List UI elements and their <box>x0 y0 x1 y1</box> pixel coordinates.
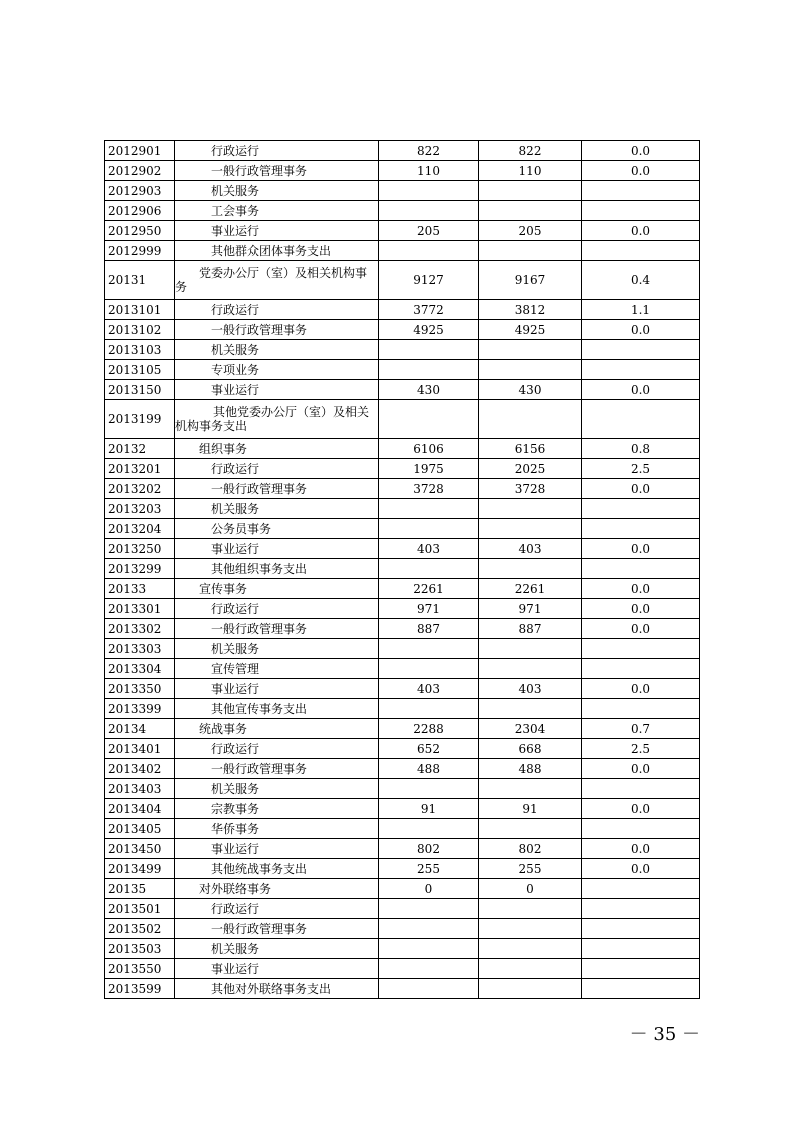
value-col-2: 430 <box>479 380 582 400</box>
table-row <box>105 859 700 879</box>
value-col-1 <box>379 699 479 719</box>
subject-name: 机关服务 <box>175 340 379 360</box>
subject-name: 事业运行 <box>175 539 379 559</box>
subject-name: 机关服务 <box>175 639 379 659</box>
value-col-2 <box>479 899 582 919</box>
subject-code: 2013203 <box>105 499 175 519</box>
value-col-2: 205 <box>479 221 582 241</box>
value-col-3: 0.4 <box>582 261 700 300</box>
table-row <box>105 380 700 400</box>
value-col-2: 9167 <box>479 261 582 300</box>
subject-code: 2013202 <box>105 479 175 499</box>
value-col-3: 0.0 <box>582 679 700 699</box>
value-col-1: 971 <box>379 599 479 619</box>
value-col-2 <box>479 340 582 360</box>
value-col-2: 971 <box>479 599 582 619</box>
subject-code: 20133 <box>105 579 175 599</box>
subject-code: 2013101 <box>105 300 175 320</box>
table-row <box>105 959 700 979</box>
table-row <box>105 201 700 221</box>
value-col-2: 668 <box>479 739 582 759</box>
value-col-1: 430 <box>379 380 479 400</box>
table-row <box>105 221 700 241</box>
subject-name: 宣传管理 <box>175 659 379 679</box>
value-col-2 <box>479 979 582 999</box>
subject-name: 宣传事务 <box>175 579 379 599</box>
table-row <box>105 439 700 459</box>
table-row <box>105 241 700 261</box>
value-col-1: 3772 <box>379 300 479 320</box>
value-col-1: 822 <box>379 141 479 161</box>
value-col-3: 0.0 <box>582 799 700 819</box>
subject-code: 2013304 <box>105 659 175 679</box>
value-col-3 <box>582 241 700 261</box>
value-col-3 <box>582 559 700 579</box>
subject-code: 2013401 <box>105 739 175 759</box>
value-col-2: 255 <box>479 859 582 879</box>
subject-name: 一般行政管理事务 <box>175 479 379 499</box>
table-row <box>105 340 700 360</box>
table-row <box>105 799 700 819</box>
value-col-2 <box>479 241 582 261</box>
value-col-1: 1975 <box>379 459 479 479</box>
value-col-1: 488 <box>379 759 479 779</box>
subject-name: 公务员事务 <box>175 519 379 539</box>
value-col-1 <box>379 659 479 679</box>
value-col-3 <box>582 699 700 719</box>
value-col-1 <box>379 959 479 979</box>
value-col-3: 0.0 <box>582 141 700 161</box>
table-row <box>105 779 700 799</box>
value-col-2 <box>479 959 582 979</box>
value-col-1 <box>379 899 479 919</box>
table-row <box>105 739 700 759</box>
value-col-1 <box>379 181 479 201</box>
value-col-3: 1.1 <box>582 300 700 320</box>
value-col-2 <box>479 699 582 719</box>
value-col-1 <box>379 979 479 999</box>
subject-name: 一般行政管理事务 <box>175 759 379 779</box>
value-col-1: 110 <box>379 161 479 181</box>
subject-code: 2013502 <box>105 919 175 939</box>
subject-name: 行政运行 <box>175 141 379 161</box>
table-row <box>105 679 700 699</box>
value-col-2: 403 <box>479 679 582 699</box>
value-col-3 <box>582 400 700 439</box>
subject-code: 2013403 <box>105 779 175 799</box>
value-col-2 <box>479 519 582 539</box>
value-col-1: 205 <box>379 221 479 241</box>
value-col-3 <box>582 201 700 221</box>
table-row <box>105 559 700 579</box>
value-col-2: 802 <box>479 839 582 859</box>
subject-code: 2013250 <box>105 539 175 559</box>
table-row <box>105 539 700 559</box>
value-col-1 <box>379 241 479 261</box>
subject-name: 机关服务 <box>175 779 379 799</box>
value-col-2: 91 <box>479 799 582 819</box>
value-col-1 <box>379 919 479 939</box>
subject-code: 2013405 <box>105 819 175 839</box>
value-col-2: 110 <box>479 161 582 181</box>
value-col-1: 6106 <box>379 439 479 459</box>
value-col-1 <box>379 499 479 519</box>
table-row <box>105 759 700 779</box>
table-row <box>105 479 700 499</box>
value-col-2 <box>479 819 582 839</box>
value-col-2: 3728 <box>479 479 582 499</box>
table-row <box>105 161 700 181</box>
value-col-2 <box>479 639 582 659</box>
value-col-1: 403 <box>379 679 479 699</box>
subject-code: 2013204 <box>105 519 175 539</box>
table-row <box>105 181 700 201</box>
value-col-1: 887 <box>379 619 479 639</box>
value-col-2 <box>479 360 582 380</box>
subject-name: 党委办公厅（室）及相关机构事务 <box>175 261 379 300</box>
subject-code: 20131 <box>105 261 175 300</box>
subject-code: 2013450 <box>105 839 175 859</box>
subject-code: 2012903 <box>105 181 175 201</box>
value-col-3 <box>582 919 700 939</box>
subject-name: 一般行政管理事务 <box>175 161 379 181</box>
table-row <box>105 639 700 659</box>
table-row <box>105 719 700 739</box>
value-col-2: 6156 <box>479 439 582 459</box>
value-col-3 <box>582 499 700 519</box>
subject-code: 2013150 <box>105 380 175 400</box>
value-col-1 <box>379 519 479 539</box>
table-row <box>105 300 700 320</box>
subject-code: 2013402 <box>105 759 175 779</box>
value-col-2 <box>479 181 582 201</box>
value-col-3: 0.0 <box>582 161 700 181</box>
value-col-2 <box>479 559 582 579</box>
subject-name: 组织事务 <box>175 439 379 459</box>
table-row <box>105 919 700 939</box>
value-col-1: 3728 <box>379 479 479 499</box>
subject-name: 其他统战事务支出 <box>175 859 379 879</box>
subject-name: 一般行政管理事务 <box>175 919 379 939</box>
subject-name: 事业运行 <box>175 679 379 699</box>
table-row <box>105 499 700 519</box>
subject-name: 一般行政管理事务 <box>175 320 379 340</box>
table-row <box>105 619 700 639</box>
subject-name: 对外联络事务 <box>175 879 379 899</box>
subject-name: 机关服务 <box>175 499 379 519</box>
value-col-3 <box>582 659 700 679</box>
value-col-3 <box>582 779 700 799</box>
subject-name: 机关服务 <box>175 181 379 201</box>
subject-name: 其他对外联络事务支出 <box>175 979 379 999</box>
value-col-1: 652 <box>379 739 479 759</box>
value-col-3 <box>582 959 700 979</box>
value-col-3: 0.0 <box>582 759 700 779</box>
subject-code: 2013303 <box>105 639 175 659</box>
value-col-1: 0 <box>379 879 479 899</box>
value-col-2: 0 <box>479 879 582 899</box>
value-col-3 <box>582 360 700 380</box>
value-col-2: 4925 <box>479 320 582 340</box>
value-col-1 <box>379 559 479 579</box>
value-col-2: 887 <box>479 619 582 639</box>
subject-code: 2012902 <box>105 161 175 181</box>
value-col-3: 0.0 <box>582 859 700 879</box>
value-col-1: 403 <box>379 539 479 559</box>
value-col-2: 3812 <box>479 300 582 320</box>
subject-code: 2013503 <box>105 939 175 959</box>
subject-name: 事业运行 <box>175 839 379 859</box>
table-row <box>105 141 700 161</box>
value-col-3: 0.0 <box>582 599 700 619</box>
page-number: － 35 － <box>629 1024 700 1045</box>
value-col-3: 0.0 <box>582 539 700 559</box>
table-row <box>105 659 700 679</box>
subject-name: 宗教事务 <box>175 799 379 819</box>
subject-name: 行政运行 <box>175 459 379 479</box>
subject-code: 2013105 <box>105 360 175 380</box>
value-col-3: 0.0 <box>582 479 700 499</box>
value-col-3: 2.5 <box>582 459 700 479</box>
value-col-2 <box>479 499 582 519</box>
value-col-2: 822 <box>479 141 582 161</box>
table-row <box>105 819 700 839</box>
table-row <box>105 699 700 719</box>
value-col-2 <box>479 939 582 959</box>
value-col-3: 0.8 <box>582 439 700 459</box>
subject-code: 2013550 <box>105 959 175 979</box>
subject-name: 专项业务 <box>175 360 379 380</box>
subject-name: 行政运行 <box>175 599 379 619</box>
table-row <box>105 360 700 380</box>
value-col-2 <box>479 201 582 221</box>
subject-name: 事业运行 <box>175 221 379 241</box>
subject-code: 20134 <box>105 719 175 739</box>
table-row <box>105 261 700 300</box>
subject-name: 其他党委办公厅（室）及相关机构事务支出 <box>175 400 379 439</box>
value-col-1: 4925 <box>379 320 479 340</box>
subject-name: 机关服务 <box>175 939 379 959</box>
table-row <box>105 519 700 539</box>
value-col-3 <box>582 979 700 999</box>
value-col-3 <box>582 181 700 201</box>
value-col-3: 0.0 <box>582 221 700 241</box>
value-col-1 <box>379 779 479 799</box>
value-col-3: 0.0 <box>582 579 700 599</box>
value-col-3 <box>582 639 700 659</box>
value-col-3: 0.0 <box>582 380 700 400</box>
value-col-2: 2025 <box>479 459 582 479</box>
subject-name: 行政运行 <box>175 739 379 759</box>
subject-code: 20132 <box>105 439 175 459</box>
value-col-2 <box>479 779 582 799</box>
subject-code: 2013501 <box>105 899 175 919</box>
value-col-3: 0.0 <box>582 320 700 340</box>
value-col-2: 2304 <box>479 719 582 739</box>
value-col-3 <box>582 819 700 839</box>
subject-code: 2013201 <box>105 459 175 479</box>
value-col-2: 488 <box>479 759 582 779</box>
table-row <box>105 579 700 599</box>
table-row <box>105 400 700 439</box>
subject-code: 2013350 <box>105 679 175 699</box>
value-col-3 <box>582 899 700 919</box>
subject-name: 一般行政管理事务 <box>175 619 379 639</box>
table-row <box>105 899 700 919</box>
value-col-1 <box>379 400 479 439</box>
table-row <box>105 459 700 479</box>
subject-code: 2013103 <box>105 340 175 360</box>
subject-code: 2013499 <box>105 859 175 879</box>
table-row <box>105 939 700 959</box>
value-col-1 <box>379 639 479 659</box>
value-col-1 <box>379 201 479 221</box>
value-col-3 <box>582 340 700 360</box>
budget-table <box>104 140 700 999</box>
subject-code: 2013302 <box>105 619 175 639</box>
subject-name: 其他组织事务支出 <box>175 559 379 579</box>
subject-code: 2012999 <box>105 241 175 261</box>
subject-code: 2013404 <box>105 799 175 819</box>
table-row <box>105 599 700 619</box>
value-col-3: 2.5 <box>582 739 700 759</box>
value-col-1: 2288 <box>379 719 479 739</box>
subject-code: 2013299 <box>105 559 175 579</box>
value-col-1 <box>379 939 479 959</box>
subject-name: 工会事务 <box>175 201 379 221</box>
value-col-2 <box>479 919 582 939</box>
subject-name: 其他群众团体事务支出 <box>175 241 379 261</box>
value-col-1: 255 <box>379 859 479 879</box>
value-col-3: 0.0 <box>582 839 700 859</box>
subject-code: 2013399 <box>105 699 175 719</box>
value-col-3 <box>582 879 700 899</box>
subject-name: 事业运行 <box>175 380 379 400</box>
value-col-2: 2261 <box>479 579 582 599</box>
value-col-1 <box>379 819 479 839</box>
value-col-3: 0.7 <box>582 719 700 739</box>
subject-code: 20135 <box>105 879 175 899</box>
table-row <box>105 839 700 859</box>
subject-name: 行政运行 <box>175 300 379 320</box>
value-col-2: 403 <box>479 539 582 559</box>
subject-name: 行政运行 <box>175 899 379 919</box>
table-row <box>105 879 700 899</box>
subject-code: 2012950 <box>105 221 175 241</box>
subject-name: 其他宣传事务支出 <box>175 699 379 719</box>
value-col-1 <box>379 340 479 360</box>
subject-name: 事业运行 <box>175 959 379 979</box>
subject-code: 2013599 <box>105 979 175 999</box>
value-col-3: 0.0 <box>582 619 700 639</box>
value-col-1: 91 <box>379 799 479 819</box>
value-col-3 <box>582 939 700 959</box>
subject-code: 2012901 <box>105 141 175 161</box>
table-row <box>105 979 700 999</box>
value-col-1: 9127 <box>379 261 479 300</box>
subject-code: 2013199 <box>105 400 175 439</box>
value-col-1: 802 <box>379 839 479 859</box>
value-col-2 <box>479 659 582 679</box>
value-col-1 <box>379 360 479 380</box>
subject-name: 华侨事务 <box>175 819 379 839</box>
subject-code: 2013301 <box>105 599 175 619</box>
subject-code: 2013102 <box>105 320 175 340</box>
subject-name: 统战事务 <box>175 719 379 739</box>
value-col-3 <box>582 519 700 539</box>
value-col-1: 2261 <box>379 579 479 599</box>
subject-code: 2012906 <box>105 201 175 221</box>
value-col-2 <box>479 400 582 439</box>
table-row <box>105 320 700 340</box>
